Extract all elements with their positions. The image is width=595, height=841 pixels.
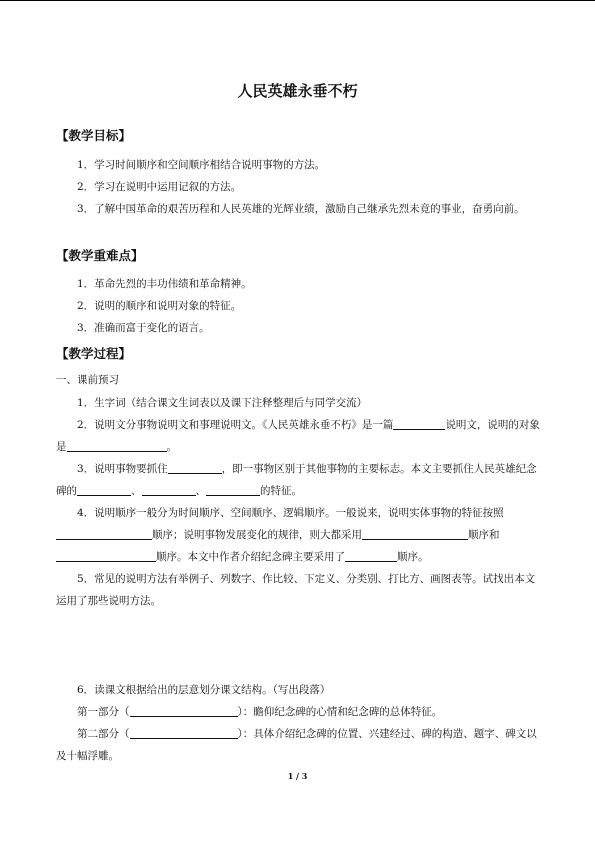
objective-3: 3．了解中国革命的艰苦历程和人民英雄的光辉业绩，激励自己继承先烈未竟的事业，奋勇向前。 (77, 203, 525, 215)
blank-line[interactable] (77, 482, 131, 496)
heading-key-points: 【教学重难点】 (56, 248, 144, 263)
question-3: 3．说明事物要抓住 ，即一事物区别于其他事物的主要标志。本文主要抓住人民英雄纪念碑的 、 、 的特征。 (56, 458, 544, 502)
question-1: 1．生字词（结合课文生词表以及课下注释整理后与同学交流） (77, 397, 368, 409)
key-point-3: 3．准确而富于变化的语言。 (77, 322, 210, 334)
objective-1: 1．学习时间顺序和空间顺序相结合说明事物的方法。 (77, 159, 326, 171)
blank-line[interactable] (168, 460, 222, 474)
blank-line[interactable] (130, 725, 238, 739)
blank-line[interactable] (56, 526, 152, 540)
heading-process: 【教学过程】 (56, 346, 132, 361)
blank-line[interactable] (362, 526, 468, 540)
question-6: 6．读课文根据给出的层意划分课文结构。（写出段落） (77, 684, 331, 696)
structure-part-2: 第二部分（ ）：具体介绍纪念碑的位置、兴建经过、碑的构造、题字、碑文以及十幅浮雕。 (56, 723, 544, 767)
blank-line[interactable] (345, 548, 397, 562)
header-rule (0, 0, 595, 1)
blank-line[interactable] (393, 416, 445, 430)
structure-part-1: 第一部分（ ）：瞻仰纪念碑的心情和纪念碑的总体特征。 (56, 701, 544, 723)
part-one-heading: 一、课前预习 (56, 374, 119, 386)
question-5: 5．常见的说明方法有举例子、列数字、作比较、下定义、分类别、打比方、画图表等。试找出本文运用了那些说明方法。 (56, 573, 536, 607)
heading-objectives: 【教学目标】 (56, 128, 132, 143)
key-point-1: 1．革命先烈的丰功伟绩和革命精神。 (77, 278, 252, 290)
page-number: 1 / 3 (287, 771, 308, 781)
question-2: 2．说明文分事物说明文和事理说明文。《人民英雄永垂不朽》是一篇 说明文，说明的对象是 。 (56, 414, 544, 458)
blank-line[interactable] (130, 703, 238, 717)
blank-line[interactable] (142, 482, 196, 496)
page-title: 人民英雄永垂不朽 (237, 82, 358, 100)
blank-line[interactable] (67, 438, 167, 452)
objective-2: 2．学习在说明中运用记叙的方法。 (77, 181, 242, 193)
blank-line[interactable] (56, 548, 156, 562)
question-4: 4．说明顺序一般分为时间顺序、空间顺序、逻辑顺序。一般说来，说明实体事物的特征按照顺序；说明事物发展变化的规律，则大都采用 顺序和顺序。本文中作者介绍纪念碑主要采用了 顺序。 (56, 502, 544, 568)
blank-line[interactable] (206, 482, 260, 496)
key-point-2: 2．说明的顺序和说明对象的特征。 (77, 300, 242, 312)
